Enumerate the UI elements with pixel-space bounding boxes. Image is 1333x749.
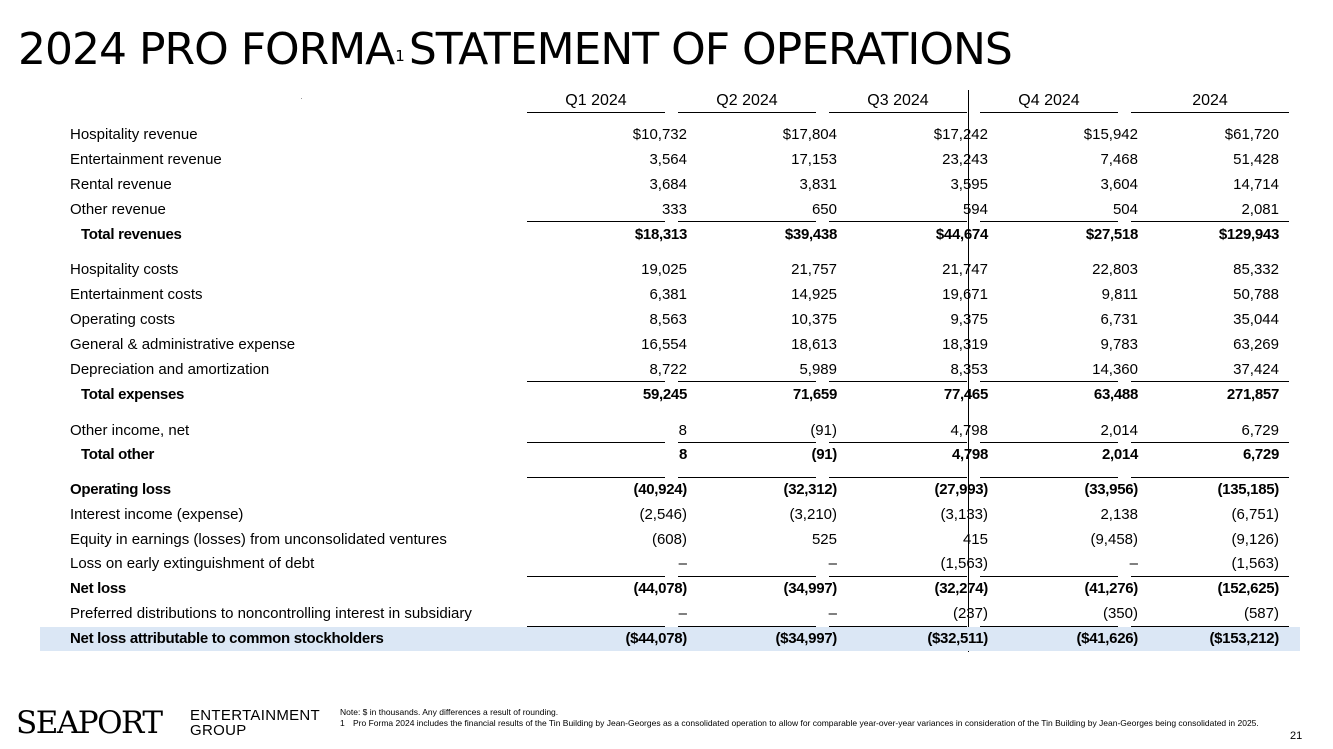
rule-line [829,477,967,478]
cell-q1: ($44,078) [625,630,687,647]
table-row [40,552,1300,576]
cell-q4: $27,518 [1085,226,1138,243]
rule-line [527,576,665,577]
cell-q3: $17,242 [933,126,988,143]
cell-q2: ($34,997) [775,630,837,647]
cell-q1: 333 [661,201,687,218]
cell-q3: $44,674 [935,226,988,243]
rule-line [527,477,665,478]
cell-q3: 9,375 [950,311,988,328]
cell-q1: 6,381 [649,286,687,303]
cell-q4: 3,604 [1100,176,1138,193]
cell-q3: ($32,511) [927,630,988,647]
table-row [40,503,1300,527]
table-row [40,258,1300,282]
cell-q1: $10,732 [632,126,687,143]
cell-q1: (2,546) [639,506,687,523]
row-label: Interest income (expense) [70,506,244,523]
cell-q3: (1,563) [940,555,988,572]
cell-q2: $39,438 [784,226,837,243]
cell-q4: 504 [1112,201,1138,218]
cell-q1: 3,564 [649,151,687,168]
rule-line [527,381,665,382]
cell-q1: 19,025 [641,261,687,278]
logo-subtitle-line2: GROUP [190,722,247,739]
rule-line [829,381,967,382]
cell-year: (9,126) [1231,531,1279,548]
row-label: Preferred distributions to noncontrolling interest in subsidiary [70,605,472,622]
table-row-total [40,443,1300,467]
cell-q1: (608) [651,531,687,548]
decorative-dot [301,98,302,99]
rule-line [527,221,665,222]
row-label: Entertainment costs [70,286,203,303]
rule-line [678,381,816,382]
row-label: General & administrative expense [70,336,296,353]
table-row [40,528,1300,552]
units-note: Note: $ in thousands. Any differences a result of rounding. [340,707,559,717]
row-label: Other revenue [70,201,166,218]
rule-line [980,381,1118,382]
rule-line [980,221,1118,222]
cell-year: 37,424 [1233,361,1279,378]
cell-q4: 7,468 [1100,151,1138,168]
table-row [40,123,1300,147]
table-row [40,358,1300,382]
cell-q2: 14,925 [791,286,837,303]
cell-year: 6,729 [1241,422,1279,439]
cell-year: 6,729 [1242,446,1279,463]
rule-line [1131,576,1289,577]
row-label: Hospitality revenue [70,126,198,143]
cell-q1: – [678,555,687,572]
rule-line [829,626,967,627]
cell-q1: $18,313 [634,226,687,243]
cell-q3: 3,595 [950,176,988,193]
column-header-q2: Q2 2024 [678,90,816,113]
rule-line [678,442,816,443]
cell-q2: 17,153 [791,151,837,168]
table-row [40,173,1300,197]
rule-line [829,442,967,443]
rule-line [980,477,1118,478]
rule-line [527,442,665,443]
cell-q1: 8,563 [649,311,687,328]
row-label: Entertainment revenue [70,151,222,168]
rule-line [980,626,1118,627]
cell-q4: 6,731 [1100,311,1138,328]
row-label: Operating costs [70,311,176,328]
row-label: Equity in earnings (losses) from unconsolidated ventures [70,531,447,548]
footnote-number: 1 [340,718,345,728]
cell-q2: (32,312) [783,481,837,498]
row-label: Other income, net [70,422,190,439]
cell-year: (587) [1243,605,1279,622]
cell-q3: (27,993) [934,481,988,498]
cell-q3: (32,274) [934,580,988,597]
cell-q2: – [828,605,837,622]
column-header-q1: Q1 2024 [527,90,665,113]
cell-q1: 3,684 [649,176,687,193]
cell-q4: (33,956) [1084,481,1138,498]
row-label: Net loss [70,580,126,597]
rule-line [678,477,816,478]
cell-year: 35,044 [1233,311,1279,328]
cell-q2: 5,989 [799,361,837,378]
cell-year: 271,857 [1226,386,1279,403]
title-text-rest: STATEMENT OF OPERATIONS [408,24,1012,75]
cell-q2: 3,831 [799,176,837,193]
cell-q3: (3,133) [940,506,988,523]
page-number: 21 [1290,730,1303,742]
cell-q2: 10,375 [791,311,837,328]
cell-q2: 18,613 [791,336,837,353]
logo-subtitle-line1: ENTERTAINMENT [190,707,321,724]
row-label: Depreciation and amortization [70,361,270,378]
cell-q1: 59,245 [642,386,687,403]
footnote-text: Pro Forma 2024 includes the financial results of the Tin Building by Jean-Georges as a consolidated operation to allow for comparable year-over-year variances in consideration of the Tin Building by Jean-Georges being consolidated in 2025. [353,718,1259,728]
cell-q4: 22,803 [1092,261,1138,278]
column-header-q3: Q3 2024 [829,90,967,113]
cell-q4: 63,488 [1093,386,1138,403]
cell-q3: 77,465 [943,386,988,403]
table-row [40,333,1300,357]
cell-q2: 650 [811,201,837,218]
rule-line [1131,477,1289,478]
title-footnote-marker: 1 [395,47,405,65]
cell-q2: 525 [811,531,837,548]
cell-q1: 8,722 [649,361,687,378]
cell-q4: ($41,626) [1076,630,1138,647]
rule-line [829,221,967,222]
rule-line [1131,626,1289,627]
cell-q4: 2,014 [1101,446,1138,463]
table-row-subtotal [40,478,1300,502]
rule-line [678,626,816,627]
cell-q4: 9,811 [1101,286,1138,303]
table-row-total [40,383,1300,407]
cell-year: 85,332 [1233,261,1279,278]
cell-year: ($153,212) [1209,630,1279,647]
cell-year: 14,714 [1233,176,1279,193]
rule-line [678,221,816,222]
rule-line [678,576,816,577]
cell-q4: 2,014 [1100,422,1138,439]
cell-q3: 594 [962,201,988,218]
table-row [40,283,1300,307]
cell-q1: – [678,605,687,622]
cell-q4: (350) [1102,605,1138,622]
page-title [18,22,1012,78]
cell-q3: 4,798 [950,422,988,439]
cell-year: (6,751) [1231,506,1279,523]
table-row [40,308,1300,332]
cell-q1: 8 [678,422,687,439]
cell-q2: (34,997) [783,580,837,597]
cell-year: 50,788 [1233,286,1279,303]
cell-year: (152,625) [1217,580,1279,597]
column-header-year: 2024 [1131,90,1289,113]
cell-q4: 2,138 [1100,506,1138,523]
cell-year: $129,943 [1218,226,1279,243]
logo-wordmark: SEAPORT [16,705,162,741]
cell-q3: 23,243 [942,151,988,168]
cell-q2: $17,804 [782,126,837,143]
rule-line [829,576,967,577]
cell-q3: 4,798 [951,446,988,463]
rule-line [980,442,1118,443]
cell-q2: 21,757 [791,261,837,278]
cell-q3: 8,353 [950,361,988,378]
cell-q2: – [828,555,837,572]
row-label: Net loss attributable to common stockholders [70,630,384,647]
rule-line [527,626,665,627]
table-row [40,602,1300,626]
cell-q4: 14,360 [1092,361,1138,378]
column-header-q4: Q4 2024 [980,90,1118,113]
cell-q4: $15,942 [1083,126,1138,143]
cell-q2: (91) [811,446,837,463]
cell-q4: – [1129,555,1138,572]
title-text: 2024 PRO FORMA [18,24,395,75]
row-label: Hospitality costs [70,261,179,278]
cell-year: 63,269 [1233,336,1279,353]
cell-year: 2,081 [1241,201,1279,218]
cell-year: (1,563) [1231,555,1279,572]
footnote [340,718,1280,728]
row-label: Operating loss [70,481,171,498]
rule-line [1131,381,1289,382]
cell-q1: (44,078) [633,580,687,597]
cell-q3: 19,671 [942,286,988,303]
cell-q1: 8 [678,446,687,463]
cell-q4: (9,458) [1090,531,1138,548]
cell-q2: (91) [810,422,837,439]
table-row [40,419,1300,443]
cell-q2: 71,659 [792,386,837,403]
row-label: Rental revenue [70,176,172,193]
table-row-total [40,223,1300,247]
cell-q2: (3,210) [789,506,837,523]
cell-q4: 9,783 [1100,336,1138,353]
cell-year: $61,720 [1224,126,1279,143]
rule-line [1131,442,1289,443]
logo-subtitle [190,708,320,738]
table-row-subtotal [40,577,1300,601]
cell-year: 51,428 [1233,151,1279,168]
table-row [40,148,1300,172]
row-label: Total other [81,446,155,463]
table-row [40,198,1300,222]
rule-line [1131,221,1289,222]
row-label: Total expenses [81,386,185,403]
row-label: Total revenues [81,226,182,243]
cell-q1: (40,924) [633,481,687,498]
cell-q4: (41,276) [1084,580,1138,597]
cell-q1: 16,554 [641,336,687,353]
cell-q3: (237) [952,605,988,622]
cell-year: (135,185) [1217,481,1279,498]
row-label: Loss on early extinguishment of debt [70,555,315,572]
cell-q3: 18,319 [942,336,988,353]
rule-line [980,576,1118,577]
cell-q3: 21,747 [942,261,988,278]
cell-q3: 415 [962,531,988,548]
table-row-net-loss-common [40,627,1300,651]
